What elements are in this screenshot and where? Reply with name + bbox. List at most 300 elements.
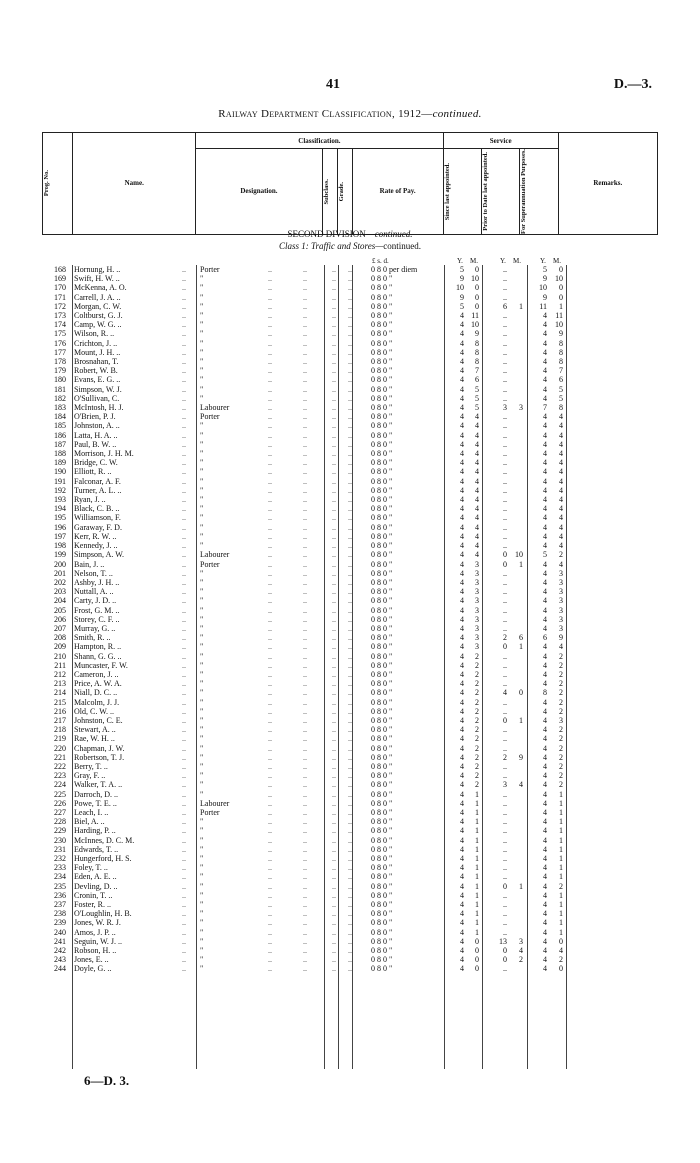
leader-dots: .. (348, 807, 352, 817)
leader-dots: .. (348, 863, 352, 873)
cell-prog-no: 214 (54, 688, 66, 698)
leader-dots: .. (303, 725, 307, 735)
cell-super-months: 1 (559, 918, 563, 928)
cell-designation: " (200, 669, 204, 679)
cell-super-years: 4 (543, 329, 547, 339)
leader-dots: .. (303, 936, 307, 946)
cell-super-months: 2 (559, 734, 563, 744)
cell-since-years: 4 (460, 531, 464, 541)
leader-dots: .. (268, 403, 272, 413)
leader-dots: .. (182, 357, 186, 367)
cell-super-months: 1 (559, 890, 563, 900)
cell-super-years: 4 (543, 660, 547, 670)
cell-since-years: 4 (460, 311, 464, 321)
leader-dots: .. (303, 274, 307, 284)
leader-dots: .. (332, 550, 336, 560)
leader-dots: .. (303, 946, 307, 956)
leader-dots: .. (332, 449, 336, 459)
leader-dots: .. (303, 577, 307, 587)
cell-since-years: 4 (460, 541, 464, 551)
cell-designation: " (200, 890, 204, 900)
cell-name: Doyle, G. .. (74, 964, 112, 974)
cell-super-years: 4 (543, 964, 547, 974)
leader-dots: .. (332, 338, 336, 348)
cell-prog-no: 210 (54, 651, 66, 661)
cell-designation: " (200, 660, 204, 670)
cell-since-years: 4 (460, 458, 464, 468)
leader-dots: .. (348, 430, 352, 440)
cell-prog-no: 174 (54, 320, 66, 330)
cell-since-years: 4 (460, 329, 464, 339)
cell-super-months: 2 (559, 881, 563, 891)
cell-prior-years: 0 (503, 550, 507, 560)
leader-dots: .. (348, 771, 352, 781)
leader-dots: .. (332, 329, 336, 339)
cell-name: O'Sullivan, C. (74, 393, 120, 403)
cell-prior-years: .. (503, 807, 507, 817)
cell-super-months: 2 (559, 697, 563, 707)
leader-dots: .. (268, 798, 272, 808)
cell-rate: 0 8 0 " (371, 771, 393, 781)
cell-prior-months: 2 (519, 955, 523, 965)
leader-dots: .. (303, 347, 307, 357)
leader-dots: .. (348, 890, 352, 900)
cell-designation: " (200, 955, 204, 965)
cell-super-months: 2 (559, 955, 563, 965)
unit-m2: M. (513, 257, 521, 265)
cell-prog-no: 211 (54, 660, 66, 670)
leader-dots: .. (348, 587, 352, 597)
cell-super-years: 4 (543, 863, 547, 873)
document-reference: D.—3. (613, 77, 652, 92)
cell-designation: " (200, 835, 204, 845)
cell-since-years: 4 (460, 964, 464, 974)
leader-dots: .. (332, 375, 336, 385)
cell-super-years: 4 (543, 697, 547, 707)
cell-since-months: 4 (475, 476, 479, 486)
table-row (0, 293, 700, 302)
cell-super-months: 2 (559, 688, 563, 698)
cell-since-months: 2 (475, 743, 479, 753)
cell-super-years: 4 (543, 347, 547, 357)
leader-dots: .. (182, 568, 186, 578)
cell-designation: " (200, 320, 204, 330)
class-continued: continued. (383, 241, 421, 251)
cell-since-months: 4 (475, 439, 479, 449)
leader-dots: .. (268, 513, 272, 523)
cell-designation: Labourer (200, 550, 230, 560)
cell-rate: 0 8 0 " (371, 421, 393, 431)
leader-dots: .. (332, 458, 336, 468)
leader-dots: .. (348, 412, 352, 422)
leader-dots: .. (268, 633, 272, 643)
cell-prior-years: .. (503, 725, 507, 735)
cell-prior-years: .. (503, 347, 507, 357)
cell-since-months: 4 (475, 531, 479, 541)
cell-prog-no: 173 (54, 311, 66, 321)
cell-rate: 0 8 0 " (371, 734, 393, 744)
leader-dots: .. (348, 946, 352, 956)
leader-dots: .. (348, 577, 352, 587)
cell-super-years: 4 (543, 927, 547, 937)
cell-prior-years: .. (503, 761, 507, 771)
cell-designation: " (200, 311, 204, 321)
leader-dots: .. (182, 384, 186, 394)
leader-dots: .. (182, 587, 186, 597)
cell-rate: 0 8 0 " (371, 550, 393, 560)
leader-dots: .. (303, 522, 307, 532)
cell-prior-years: .. (503, 311, 507, 321)
cell-designation: " (200, 577, 204, 587)
leader-dots: .. (348, 485, 352, 495)
cell-super-months: 2 (559, 706, 563, 716)
cell-prog-no: 224 (54, 780, 66, 790)
cell-super-years: 4 (543, 771, 547, 781)
leader-dots: .. (348, 660, 352, 670)
leader-dots: .. (332, 669, 336, 679)
cell-super-months: 3 (559, 577, 563, 587)
cell-prior-years: .. (503, 338, 507, 348)
cell-super-months: 4 (559, 513, 563, 523)
leader-dots: .. (268, 918, 272, 928)
cell-name: Seguin, W. J. .. (74, 936, 123, 946)
leader-dots: .. (348, 550, 352, 560)
cell-prior-months: 1 (519, 715, 523, 725)
leader-dots: .. (348, 761, 352, 771)
leader-dots: .. (332, 403, 336, 413)
cell-name: Carty, J. D. .. (74, 596, 117, 606)
leader-dots: .. (182, 476, 186, 486)
leader-dots: .. (182, 559, 186, 569)
cell-designation: " (200, 283, 204, 293)
header-service: Service (443, 133, 558, 149)
leader-dots: .. (182, 347, 186, 357)
cell-prior-years: .. (503, 964, 507, 974)
table-row (0, 606, 700, 615)
leader-dots: .. (348, 669, 352, 679)
leader-dots: .. (182, 660, 186, 670)
cell-since-years: 4 (460, 706, 464, 716)
leader-dots: .. (182, 439, 186, 449)
cell-prior-years: .. (503, 283, 507, 293)
cell-super-months: 4 (559, 531, 563, 541)
cell-name: Kennedy, J. .. (74, 541, 118, 551)
cell-super-months: 4 (559, 476, 563, 486)
cell-super-months: 2 (559, 761, 563, 771)
leader-dots: .. (332, 393, 336, 403)
cell-super-years: 4 (543, 577, 547, 587)
leader-dots: .. (268, 697, 272, 707)
cell-rate: 0 8 0 " (371, 311, 393, 321)
cell-name: Ryan, J. .. (74, 495, 106, 505)
leader-dots: .. (332, 863, 336, 873)
leader-dots: .. (332, 743, 336, 753)
leader-dots: .. (348, 541, 352, 551)
leader-dots: .. (332, 697, 336, 707)
cell-prior-years: .. (503, 366, 507, 376)
leader-dots: .. (268, 881, 272, 891)
cell-designation: " (200, 854, 204, 863)
cell-prog-no: 206 (54, 614, 66, 624)
leader-dots: .. (348, 752, 352, 762)
leader-dots: .. (332, 476, 336, 486)
leader-dots: .. (182, 872, 186, 882)
leader-dots: .. (348, 439, 352, 449)
leader-dots: .. (332, 642, 336, 652)
cell-prior-years: .. (503, 265, 507, 274)
cell-super-years: 4 (543, 734, 547, 744)
leader-dots: .. (182, 900, 186, 910)
cell-since-years: 4 (460, 817, 464, 827)
cell-prior-years: .. (503, 495, 507, 505)
cell-since-months: 4 (475, 412, 479, 422)
cell-since-years: 4 (460, 633, 464, 643)
cell-super-years: 6 (543, 633, 547, 643)
cell-prog-no: 240 (54, 927, 66, 937)
cell-prior-months: 6 (519, 633, 523, 643)
cell-since-years: 4 (460, 697, 464, 707)
table-row (0, 458, 700, 467)
leader-dots: .. (268, 890, 272, 900)
cell-since-months: 4 (475, 522, 479, 532)
cell-prior-months: 1 (519, 642, 523, 652)
cell-name: Edwards, T. .. (74, 844, 119, 854)
cell-rate: 0 8 0 " (371, 789, 393, 799)
cell-prior-years: .. (503, 835, 507, 845)
cell-since-years: 5 (460, 301, 464, 311)
cell-name: Carrell, J. A. .. (74, 292, 121, 302)
cell-prog-no: 203 (54, 587, 66, 597)
cell-since-months: 4 (475, 458, 479, 468)
table-row (0, 467, 700, 476)
cell-rate: 0 8 0 " (371, 798, 393, 808)
cell-super-months: 1 (559, 798, 563, 808)
cell-super-years: 4 (543, 900, 547, 910)
cell-designation: " (200, 338, 204, 348)
header-name: Name. (73, 133, 196, 235)
cell-rate: 0 8 0 " (371, 679, 393, 689)
leader-dots: .. (303, 458, 307, 468)
leader-dots: .. (182, 725, 186, 735)
cell-prog-no: 208 (54, 633, 66, 643)
cell-rate: 0 8 0 " (371, 577, 393, 587)
cell-designation: " (200, 872, 204, 882)
cell-name: Brosnahan, T. (74, 357, 119, 367)
leader-dots: .. (182, 881, 186, 891)
cell-name: Rae, W. H. .. (74, 734, 115, 744)
cell-super-months: 0 (559, 936, 563, 946)
cell-prior-years: .. (503, 329, 507, 339)
leader-dots: .. (182, 614, 186, 624)
leader-dots: .. (182, 375, 186, 385)
table-row (0, 394, 700, 403)
cell-designation: " (200, 485, 204, 495)
cell-since-years: 4 (460, 927, 464, 937)
leader-dots: .. (182, 338, 186, 348)
leader-dots: .. (182, 918, 186, 928)
leader-dots: .. (348, 375, 352, 385)
leader-dots: .. (303, 504, 307, 514)
leader-dots: .. (348, 688, 352, 698)
leader-dots: .. (182, 283, 186, 293)
header-remarks: Remarks. (558, 133, 657, 235)
cell-super-months: 0 (559, 283, 563, 293)
cell-since-months: 1 (475, 807, 479, 817)
cell-designation: Labourer (200, 798, 230, 808)
cell-since-years: 4 (460, 559, 464, 569)
cell-super-years: 4 (543, 706, 547, 716)
cell-name: Kerr, R. W. .. (74, 531, 117, 541)
cell-designation: " (200, 301, 204, 311)
cell-super-months: 2 (559, 725, 563, 735)
cell-name: Biel, A. .. (74, 817, 105, 827)
cell-since-months: 2 (475, 761, 479, 771)
cell-designation: " (200, 715, 204, 725)
leader-dots: .. (332, 955, 336, 965)
cell-rate: 0 8 0 " (371, 403, 393, 413)
cell-prior-years: 0 (503, 946, 507, 956)
cell-prior-years: .. (503, 734, 507, 744)
cell-super-months: 7 (559, 366, 563, 376)
cell-super-months: 4 (559, 541, 563, 551)
cell-since-years: 4 (460, 743, 464, 753)
cell-prior-months: 1 (519, 559, 523, 569)
leader-dots: .. (348, 495, 352, 505)
cell-prog-no: 213 (54, 679, 66, 689)
cell-name: Foster, R. .. (74, 900, 112, 910)
cell-designation: " (200, 421, 204, 431)
leader-dots: .. (348, 513, 352, 523)
leader-dots: .. (303, 743, 307, 753)
cell-designation: " (200, 642, 204, 652)
leader-dots: .. (348, 274, 352, 284)
cell-prior-years: 2 (503, 752, 507, 762)
cell-since-months: 2 (475, 651, 479, 661)
cell-designation: " (200, 927, 204, 937)
cell-since-months: 0 (475, 964, 479, 974)
cell-designation: " (200, 522, 204, 532)
leader-dots: .. (182, 301, 186, 311)
cell-since-months: 3 (475, 577, 479, 587)
cell-rate: 0 8 0 " (371, 467, 393, 477)
cell-designation: " (200, 909, 204, 919)
cell-rate: 0 8 0 " (371, 274, 393, 284)
cell-rate: 0 8 0 " (371, 752, 393, 762)
cell-name: Johnston, A. .. (74, 421, 120, 431)
cell-super-years: 4 (543, 918, 547, 928)
cell-super-years: 4 (543, 357, 547, 367)
cell-prior-months: 3 (519, 403, 523, 413)
cell-since-months: 4 (475, 449, 479, 459)
leader-dots: .. (182, 605, 186, 615)
cell-name: Camp, W. G. .. (74, 320, 122, 330)
leader-dots: .. (303, 403, 307, 413)
cell-super-years: 4 (543, 826, 547, 836)
cell-prog-no: 180 (54, 375, 66, 385)
leader-dots: .. (182, 412, 186, 422)
leader-dots: .. (268, 955, 272, 965)
footer-signature: 6—D. 3. (84, 1073, 130, 1088)
cell-rate: 0 8 0 " (371, 651, 393, 661)
cell-since-months: 2 (475, 688, 479, 698)
table-header (42, 132, 658, 235)
header-subclass: Subclass. (322, 149, 337, 235)
cell-prior-years: .. (503, 669, 507, 679)
cell-since-months: 1 (475, 927, 479, 937)
cell-since-months: 11 (471, 311, 479, 321)
cell-since-months: 3 (475, 642, 479, 652)
cell-super-years: 4 (543, 854, 547, 863)
leader-dots: .. (348, 476, 352, 486)
cell-rate: 0 8 0 " (371, 725, 393, 735)
cell-prior-years: .. (503, 706, 507, 716)
leader-dots: .. (268, 623, 272, 633)
cell-super-months: 3 (559, 605, 563, 615)
cell-prior-years: .. (503, 743, 507, 753)
leader-dots: .. (182, 458, 186, 468)
leader-dots: .. (332, 605, 336, 615)
cell-prog-no: 225 (54, 789, 66, 799)
table-row (0, 578, 700, 587)
leader-dots: .. (348, 715, 352, 725)
header-since-last: Since last appointed. (443, 149, 481, 235)
leader-dots: .. (182, 467, 186, 477)
leader-dots: .. (182, 706, 186, 716)
cell-rate: 0 8 0 " (371, 495, 393, 505)
table-row (0, 495, 700, 504)
cell-since-years: 10 (456, 283, 464, 293)
leader-dots: .. (182, 513, 186, 523)
table-row (0, 541, 700, 550)
cell-prog-no: 181 (54, 384, 66, 394)
leader-dots: .. (303, 596, 307, 606)
title-continued: continued. (432, 108, 482, 120)
cell-rate: 0 8 0 " (371, 292, 393, 302)
cell-since-months: 2 (475, 706, 479, 716)
table-row (0, 596, 700, 605)
cell-super-years: 4 (543, 311, 547, 321)
leader-dots: .. (182, 936, 186, 946)
cell-prior-years: .. (503, 771, 507, 781)
cell-rate: 0 8 0 " (371, 301, 393, 311)
cell-super-years: 4 (543, 449, 547, 459)
cell-name: Walker, T. A. .. (74, 780, 123, 790)
cell-name: Garaway, F. D. (74, 522, 122, 532)
cell-designation: " (200, 826, 204, 836)
cell-since-years: 4 (460, 550, 464, 560)
table-row (0, 523, 700, 532)
cell-super-years: 4 (543, 412, 547, 422)
cell-since-months: 4 (475, 504, 479, 514)
cell-name: McKenna, A. O. (74, 283, 127, 293)
leader-dots: .. (348, 955, 352, 965)
cell-since-years: 4 (460, 495, 464, 505)
cell-prior-years: .. (503, 660, 507, 670)
leader-dots: .. (182, 430, 186, 440)
leader-dots: .. (182, 771, 186, 781)
cell-super-years: 4 (543, 421, 547, 431)
cell-name: Morrison, J. H. M. (74, 449, 134, 459)
leader-dots: .. (268, 651, 272, 661)
cell-since-months: 3 (475, 605, 479, 615)
cell-since-years: 4 (460, 467, 464, 477)
cell-since-years: 4 (460, 771, 464, 781)
cell-name: Bridge, C. W. (74, 458, 118, 468)
leader-dots: .. (268, 872, 272, 882)
leader-dots: .. (182, 651, 186, 661)
leader-dots: .. (348, 467, 352, 477)
cell-super-years: 4 (543, 605, 547, 615)
